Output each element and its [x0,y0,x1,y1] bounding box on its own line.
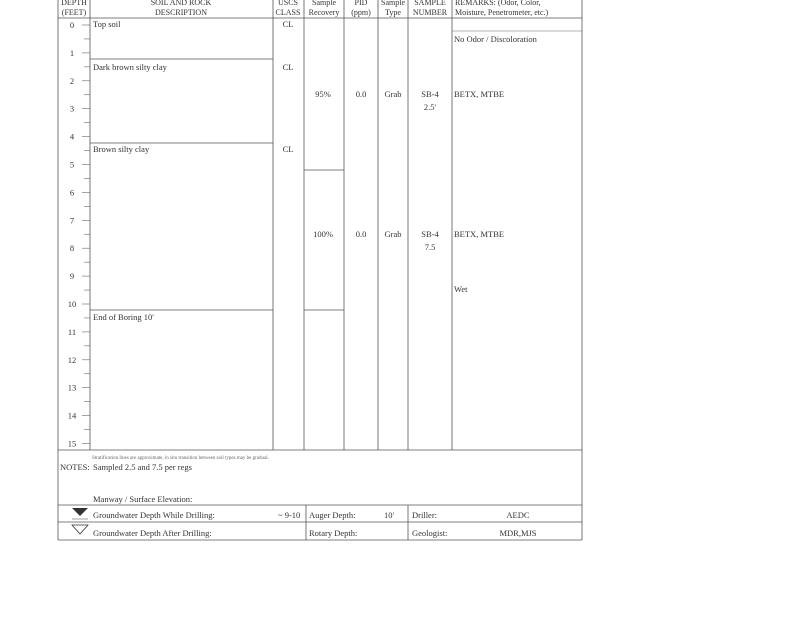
footer-section [72,494,537,538]
depth-label: 1 [69,47,75,58]
sample-number: SB-4 [421,89,439,99]
sample-pid: 0.0 [355,89,367,99]
depth-label: 0 [69,20,75,30]
sample-remarks: BETX, MTBE [454,89,505,99]
sample-number: SB-4 [421,229,439,239]
sample-depth: 7.5 [424,242,436,252]
layer-description: End of Boring 10' [93,312,154,322]
uscs-header: USCS [277,0,299,7]
sample-remarks: BETX, MTBE [454,229,505,239]
sample-pid: 0.0 [355,229,367,239]
depth-label: 11 [67,326,77,337]
sample-type-header-sub: Type [385,8,401,17]
column-headers [61,0,548,17]
depth-label: 4 [69,131,75,142]
gw-while-drilling-value: ~ 9-10 [278,510,301,520]
depth-label: 14 [67,410,77,421]
sample-recovery: 100% [313,229,333,239]
layer-uscs: CL [282,62,294,72]
sample-recovery: 95% [315,89,331,99]
sample-number-header-sub: NUMBER [412,8,448,17]
depth-label: 13 [67,382,77,393]
depth-label: 3 [69,103,75,114]
sample-type-header: Sample [381,0,405,7]
sample-row-2 [313,229,504,252]
groundwater-while-drilling-icon [72,508,88,516]
auger-depth-label: Auger Depth: [309,510,356,520]
depth-label: 7 [69,215,75,226]
layer-uscs: CL [282,19,294,29]
recovery-header: Sample [312,0,336,7]
groundwater-after-drilling-icon [72,525,88,534]
depth-header-unit: (FEET) [61,8,87,17]
manway-elevation-label: Manway / Surface Elevation: [93,494,193,504]
rotary-depth-label: Rotary Depth: [309,528,358,538]
description-header: SOIL AND ROCK [150,0,212,7]
layer-description: Brown silty clay [93,144,150,154]
pid-header-unit: (ppm) [351,8,371,17]
auger-depth-value: 10' [384,510,395,520]
depth-label: 2 [69,75,75,86]
sample-depth: 2.5' [423,102,437,112]
remarks-header-sub: Moisture, Penetrometer, etc.) [455,8,549,17]
description-header-sub: DESCRIPTION [154,8,208,17]
odor-remark: No Odor / Discoloration [454,34,537,44]
depth-label: 5 [69,159,75,170]
depth-label: 12 [67,354,77,365]
depth-label: 15 [67,438,77,449]
depth-label: 8 [69,243,75,254]
sample-type: Grab [384,89,402,99]
notes-label: NOTES: [60,462,90,472]
wet-remark: Wet [454,284,468,294]
depth-header: DEPTH [61,0,87,7]
uscs-header-sub: CLASS [275,8,301,17]
gw-while-drilling-label: Groundwater Depth While Drilling: [93,510,215,520]
remarks-header: REMARKS: (Odor, Color, [455,0,541,7]
geologist-label: Geologist: [412,528,448,538]
depth-label: 6 [69,187,75,198]
notes-text: Sampled 2.5 and 7.5 per regs [93,462,192,472]
soil-layers [93,19,293,322]
pid-header: PID [354,0,368,7]
depth-scale [68,20,90,449]
driller-label: Driller: [412,510,438,520]
sample-type: Grab [384,229,402,239]
driller-value: AEDC [506,510,530,520]
recovery-header-sub: Recovery [308,8,340,17]
layer-description: Dark brown silty clay [93,62,167,72]
depth-label: 9 [69,271,75,282]
geologist-value: MDR,MJS [499,528,537,538]
sample-row-1 [315,89,504,112]
layer-description: Top soil [93,19,121,29]
stratification-footnote: Stratification lines are approximate, in situ transition between soil types may be gradual. [92,456,269,461]
layer-uscs: CL [282,144,294,154]
depth-label: 10 [67,299,77,309]
gw-after-drilling-label: Groundwater Depth After Drilling: [93,528,212,538]
sample-number-header: SAMPLE [414,0,446,7]
